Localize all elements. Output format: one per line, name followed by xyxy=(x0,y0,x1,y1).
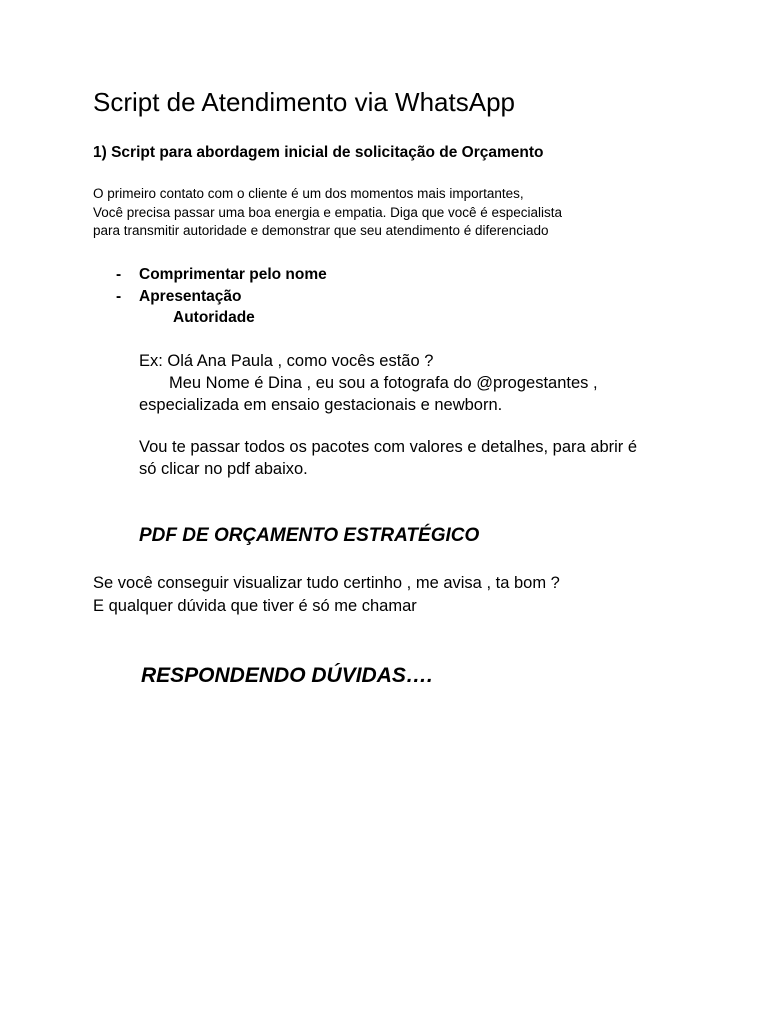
pdf-heading: PDF DE ORÇAMENTO ESTRATÉGICO xyxy=(139,525,480,546)
example-line: especializada em ensaio gestacionais e newborn. xyxy=(139,396,503,414)
closing-paragraph xyxy=(93,572,560,618)
intro-line: O primeiro contato com o cliente é um dos momentos mais importantes, xyxy=(93,186,524,201)
example-line: Ex: Olá Ana Paula , como vocês estão ? xyxy=(139,352,434,370)
bullet-item xyxy=(116,264,327,286)
bullet-item xyxy=(116,286,327,308)
intro-line: para transmitir autoridade e demonstrar que seu atendimento é diferenciado xyxy=(93,223,549,238)
section-heading: 1) Script para abordagem inicial de solicitação de Orçamento xyxy=(93,144,544,161)
bullet-list xyxy=(116,264,327,329)
bullet-dash: - xyxy=(116,287,122,305)
bullet-label: Apresentação xyxy=(139,287,242,305)
intro-line: Você precisa passar uma boa energia e empatia. Diga que você é especialista xyxy=(93,204,563,220)
intro-paragraph xyxy=(93,185,562,241)
respondendo-heading: RESPONDENDO DÚVIDAS…. xyxy=(141,664,433,687)
example-message xyxy=(139,350,598,416)
bullet-dash: - xyxy=(116,266,122,283)
pacotes-line: só clicar no pdf abaixo. xyxy=(139,460,308,478)
example-line: Meu Nome é Dina , eu sou a fotografa do @progestantes , xyxy=(169,374,598,392)
document-title: Script de Atendimento via WhatsApp xyxy=(93,87,516,117)
pacotes-line: Vou te passar todos os pacotes com valores e detalhes, para abrir é xyxy=(139,438,638,456)
bullet-sub-item: Autoridade xyxy=(173,309,255,326)
pacotes-paragraph xyxy=(139,436,637,480)
closing-line: Se você conseguir visualizar tudo certinho , me avisa , ta bom ? xyxy=(93,574,560,592)
bullet-label: Comprimentar pelo nome xyxy=(139,266,327,283)
closing-line: E qualquer dúvida que tiver é só me chamar xyxy=(93,597,417,615)
